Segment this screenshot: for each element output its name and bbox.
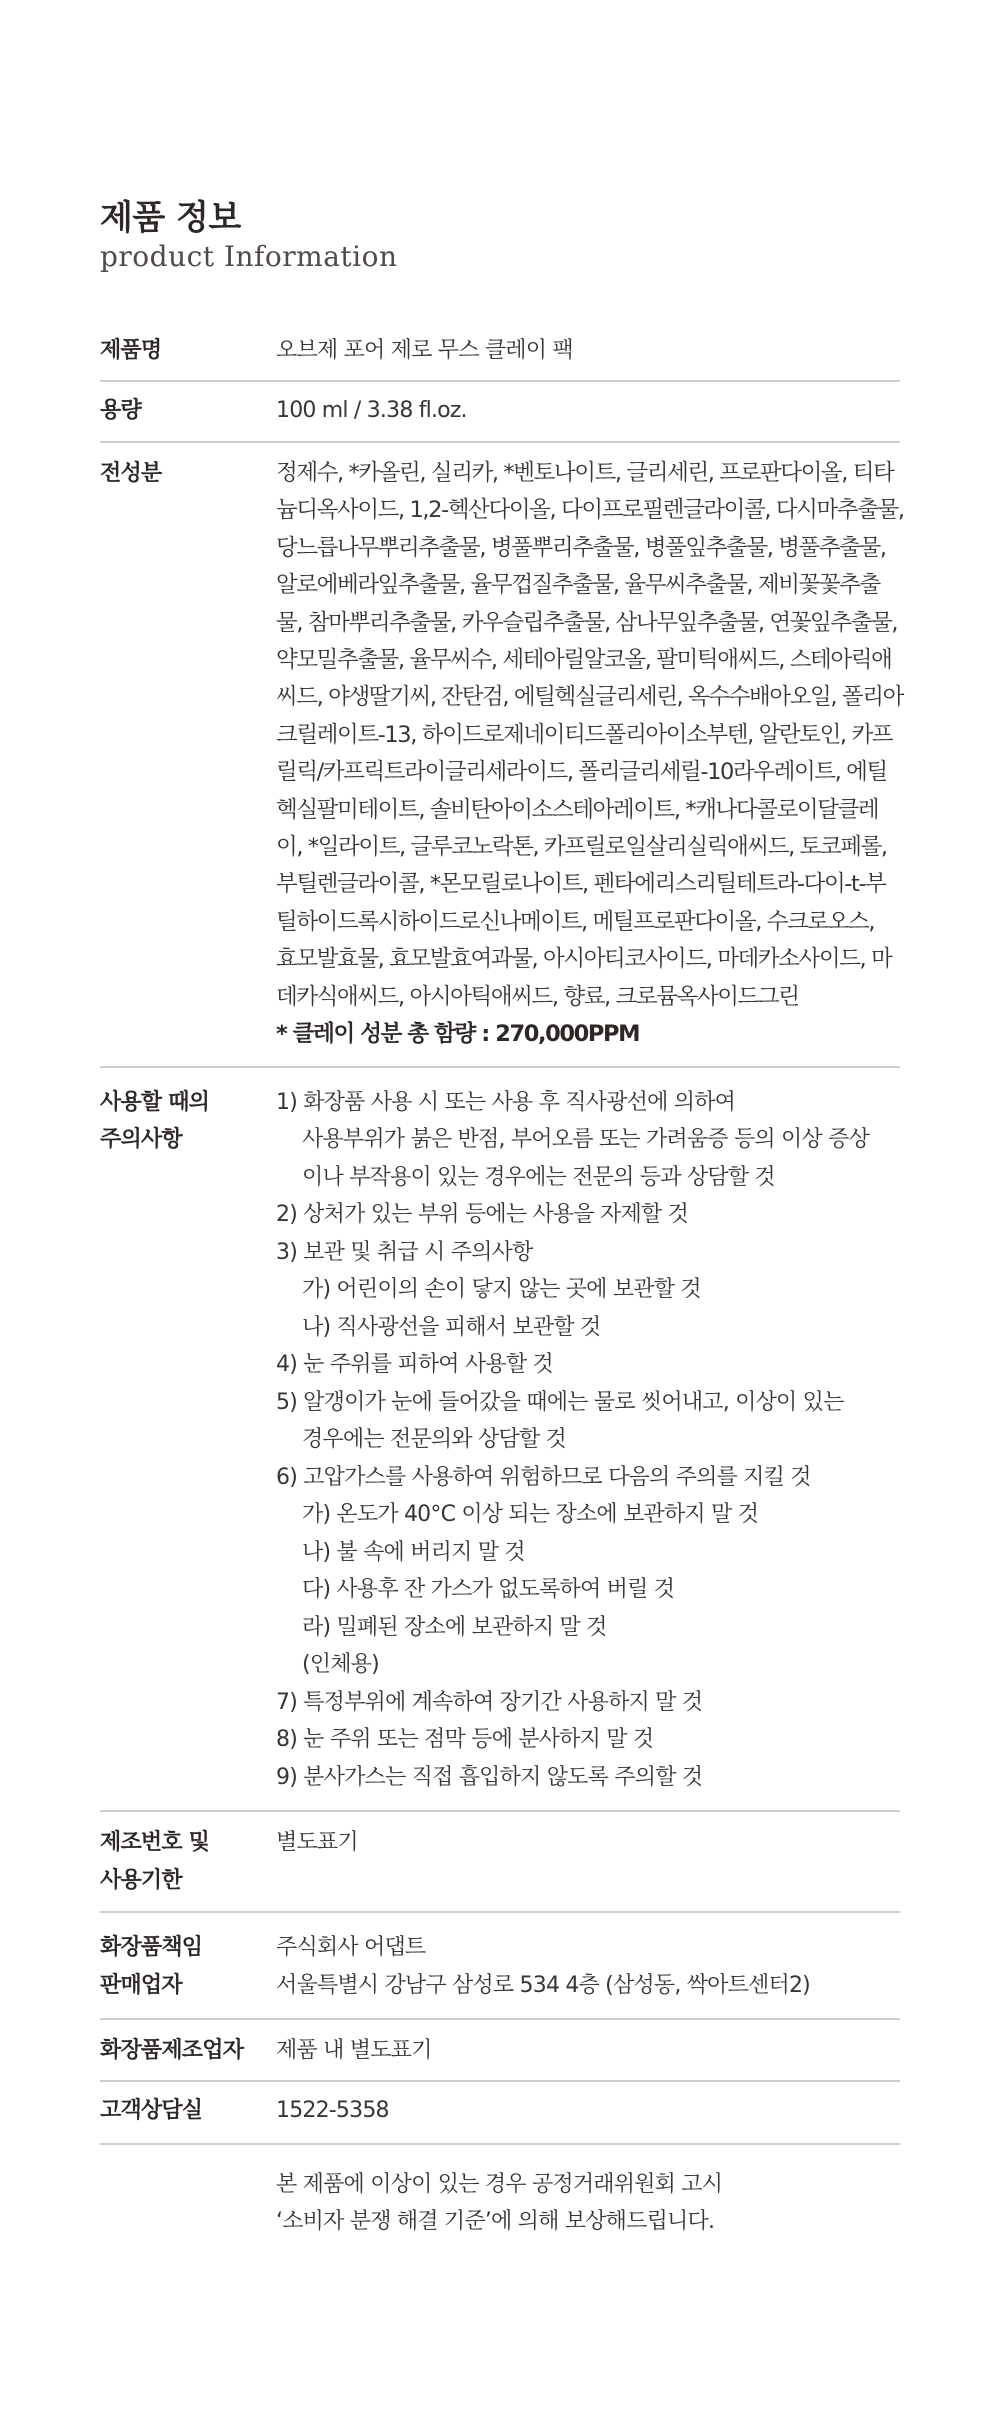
product-info-table bbox=[100, 320, 904, 2145]
ingredients-line: 알로에베라잎추출물, 율무껍질추출물, 율무씨추출물, 제비꽃꽃추출 bbox=[276, 572, 880, 599]
caution-item-continued: 경우에는 전문의와 상담할 것 bbox=[302, 1427, 567, 1452]
row-label-line: 판매업자 bbox=[100, 1972, 182, 1998]
ingredients-line: 당느릅나무뿌리추출물, 병풀뿌리추출물, 병풀잎추출물, 병풀추출물, bbox=[276, 534, 886, 561]
ingredients-line: 릴릭/카프릭트라이글리세라이드, 폴리글리세릴-10라우레이트, 에틸 bbox=[276, 759, 887, 786]
ingredients-line: 데카식애씨드, 아시아틱애씨드, 향료, 크로뮴옥사이드그린 bbox=[276, 983, 799, 1010]
ingredients-line: 물, 참마뿌리추출물, 카우슬립추출물, 삼나무잎추출물, 연꽃잎추출물, bbox=[276, 609, 898, 636]
caution-subitem: 다) 사용후 잔 가스가 없도록하여 버릴 것 bbox=[302, 1577, 675, 1602]
page-title: 제품 정보 bbox=[100, 198, 241, 238]
row-product-name bbox=[100, 320, 900, 382]
row-label: 용량 bbox=[100, 397, 141, 423]
ingredients-list bbox=[276, 455, 904, 1054]
caution-subitem: 가) 온도가 40°C 이상 되는 장소에 보관하지 말 것 bbox=[302, 1502, 759, 1527]
caution-item: 3) 보관 및 취급 시 주의사항 bbox=[276, 1239, 533, 1265]
ingredients-line: 크릴레이트-13, 하이드로제네이티드폴리아이소부텐, 알란토인, 카프 bbox=[276, 721, 893, 748]
row-value: 100 ml / 3.38 fl.oz. bbox=[276, 397, 467, 423]
caution-list bbox=[276, 1084, 900, 1797]
caution-item: 5) 알갱이가 눈에 들어갔을 때에는 물로 씻어내고, 이상이 있는 bbox=[276, 1389, 844, 1415]
row-lot-expiry bbox=[100, 1812, 900, 1913]
row-value: 오브제 포어 제로 무스 클레이 팩 bbox=[276, 338, 573, 363]
caution-item-continued: 사용부위가 붉은 반점, 부어오름 또는 가려움증 등의 이상 증상 bbox=[302, 1127, 870, 1152]
row-customer-service bbox=[100, 2082, 900, 2146]
row-label: 제품명 bbox=[100, 338, 162, 363]
caution-item: 2) 상처가 있는 부위 등에는 사용을 자제할 것 bbox=[276, 1202, 689, 1227]
ingredients-line: 헥실팔미테이트, 솔비탄아이소스테아레이트, *캐나다콜로이달클레 bbox=[276, 796, 879, 823]
ingredients-line: 씨드, 야생딸기씨, 잔탄검, 에틸헥실글리세린, 옥수수배아오일, 폴리아 bbox=[276, 684, 903, 711]
row-label bbox=[100, 1824, 276, 1899]
caution-subitem: (인체용) bbox=[302, 1652, 379, 1677]
row-value bbox=[276, 1929, 900, 2004]
compensation-notice bbox=[276, 2166, 722, 2240]
ingredients-line: 늄디옥사이드, 1,2-헥산다이올, 다이프로필렌글라이콜, 다시마추출물, bbox=[276, 497, 904, 524]
customer-service-phone: 1522-5358 bbox=[276, 2097, 389, 2123]
caution-subitem: 라) 밀폐된 장소에 보관하지 말 것 bbox=[302, 1614, 607, 1640]
row-label: 화장품제조업자 bbox=[100, 2038, 244, 2063]
compensation-notice-line: 본 제품에 이상이 있는 경우 공정거래위원회 고시 bbox=[276, 2172, 723, 2197]
row-label: 전성분 bbox=[100, 461, 162, 486]
row-volume bbox=[100, 382, 900, 444]
row-caution bbox=[100, 1068, 900, 1813]
ingredients-line: 이, *일라이트, 글루코노락톤, 카프릴로일살리실릭애씨드, 토코페롤, bbox=[276, 834, 887, 861]
row-label-line: 제조번호 및 bbox=[100, 1830, 210, 1855]
row-label: 고객상담실 bbox=[100, 2097, 203, 2123]
caution-item: 4) 눈 주위를 피하여 사용할 것 bbox=[276, 1352, 553, 1377]
row-label-line: 주의사항 bbox=[100, 1127, 182, 1152]
compensation-notice-line: ‘소비자 분쟁 해결 기준’에 의해 보상해드립니다. bbox=[276, 2209, 715, 2234]
caution-subitem: 나) 직사광선을 피해서 보관할 것 bbox=[302, 1314, 601, 1340]
caution-subitem: 나) 불 속에 버리지 말 것 bbox=[302, 1539, 525, 1565]
caution-subitem: 가) 어린이의 손이 닿지 않는 곳에 보관할 것 bbox=[302, 1277, 701, 1302]
seller-address: 서울특별시 강남구 삼성로 534 4층 (삼성동, 싹아트센터2) bbox=[276, 1972, 810, 1998]
clay-total-content: * 클레이 성분 총 함량 : 270,000PPM bbox=[276, 1021, 640, 1048]
page-subtitle: product Information bbox=[100, 240, 398, 273]
row-value: 제품 내 별도표기 bbox=[276, 2038, 432, 2063]
ingredients-line: 정제수, *카올린, 실리카, *벤토나이트, 글리세린, 프로판다이올, 티타 bbox=[276, 460, 894, 486]
caution-item-continued: 이나 부작용이 있는 경우에는 전문의 등과 상담할 것 bbox=[302, 1164, 775, 1190]
row-label-line: 사용할 때의 bbox=[100, 1089, 210, 1115]
caution-item: 9) 분사가스는 직접 흡입하지 않도록 주의할 것 bbox=[276, 1764, 703, 1790]
seller-name: 주식회사 어댑트 bbox=[276, 1935, 426, 1960]
row-label bbox=[100, 1084, 276, 1797]
row-label-line: 사용기한 bbox=[100, 1867, 182, 1893]
ingredients-line: 효모발효물, 효모발효여과물, 아시아티코사이드, 마데카소사이드, 마 bbox=[276, 946, 892, 973]
ingredients-line: 부틸렌글라이콜, *몬모릴로나이트, 펜타에리스리틸테트라-다이-t-부 bbox=[276, 871, 886, 898]
row-responsible-seller bbox=[100, 1913, 900, 2020]
caution-item: 8) 눈 주위 또는 점막 등에 분사하지 말 것 bbox=[276, 1727, 654, 1752]
row-ingredients bbox=[100, 443, 904, 1068]
row-label-line: 화장품책임 bbox=[100, 1935, 203, 1960]
ingredients-line: 틸하이드록시하이드로신나메이트, 메틸프로판다이올, 수크로오스, bbox=[276, 908, 875, 935]
caution-item: 1) 화장품 사용 시 또는 사용 후 직사광선에 의하여 bbox=[276, 1089, 736, 1115]
caution-item: 6) 고압가스를 사용하여 위험하므로 다음의 주의를 지킬 것 bbox=[276, 1464, 811, 1490]
caution-item: 7) 특정부위에 계속하여 장기간 사용하지 말 것 bbox=[276, 1689, 703, 1715]
row-label bbox=[100, 1929, 276, 2004]
row-manufacturer bbox=[100, 2020, 900, 2082]
row-value: 별도표기 bbox=[276, 1830, 358, 1855]
ingredients-line: 약모밀추출물, 율무씨수, 세테아릴알코올, 팔미틱애씨드, 스테아릭애 bbox=[276, 647, 892, 674]
